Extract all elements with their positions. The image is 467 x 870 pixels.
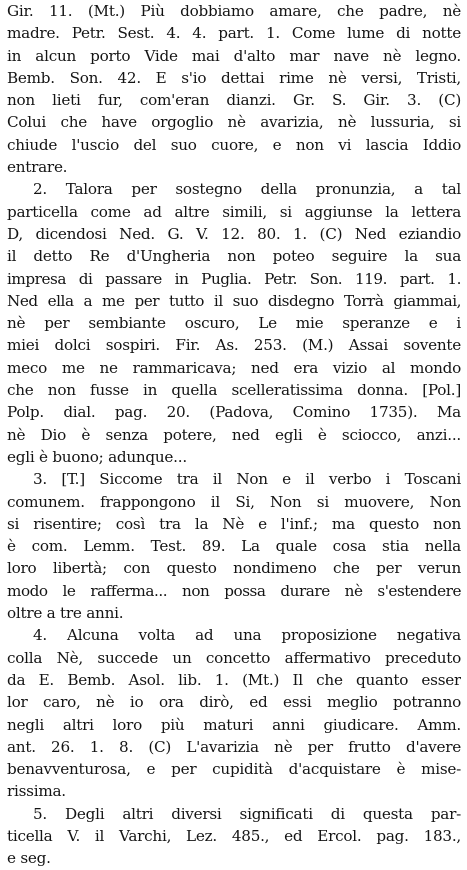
text-line: loro libertà; con questo nondimeno che per verun [7,559,461,578]
text-line: particella come ad altre simili, si aggiunse la lettera [7,202,461,221]
text-line: oltre a tre anni. [7,604,124,623]
text-line: colla Nè, succede un concetto affermativo preceduto [7,648,461,667]
text-line: non lieti fur, com'eran dianzi. Gr. S. Gir. 3. (C) [7,91,461,110]
section-heading-3: 3. [T.] Siccome tra il Non e il verbo i Toscani [33,470,461,489]
text-line: Colui che have orgoglio nè avarizia, nè lussuria, si [7,113,461,132]
text-line: si risentire; così tra la Nè e l'inf.; ma questo non [7,514,461,533]
text-line: comunem. frappongono il Si, Non si muovere, Non [7,492,461,511]
text-line: da E. Bemb. Asol. lib. 1. (Mt.) Il che quanto esser [7,670,461,689]
text-line: il detto Re d'Ungheria non poteo seguire la sua [7,247,461,266]
text-line: Bemb. Son. 42. E s'io dettai rime nè versi, Tristi, [7,68,461,87]
text-line: chiude l'uscio del suo cuore, e non vi lascia Iddio [7,135,461,154]
text-line: egli è buono; adunque... [7,447,187,466]
text-line: Polp. dial. pag. 20. (Padova, Comino 1735). Ma [7,403,461,422]
text-line: è com. Lemm. Test. 89. La quale cosa stia nella [7,537,461,556]
section-heading-2: 2. Talora per sostegno della pronunzia, a tal [33,180,461,199]
text-line: meco me ne rammaricava; ned era vizio al mondo [7,358,461,377]
text-line: entrare. [7,158,68,177]
text-line: nè Dio è senza potere, ned egli è sciocco, anzi... [7,425,461,444]
text-line: negli altri loro più maturi anni giudicare. Amm. [7,715,461,734]
section-heading-5: 5. Degli altri diversi significati di questa par- [33,804,461,823]
text-line: madre. Petr. Sest. 4. 4. part. 1. Come lume di notte [7,24,461,43]
text-line: impresa di passare in Puglia. Petr. Son. 119. part. 1. [7,269,461,288]
text-line: D, dicendosi Ned. G. V. 12. 80. 1. (C) Ned eziandio [7,224,461,243]
text-line: ticella V. il Varchi, Lez. 485., ed Ercol. pag. 183., [7,826,461,845]
text-line: miei dolci sospiri. Fir. As. 253. (M.) Assai sovente [7,336,461,355]
text-line: rissima. [7,782,66,801]
text-line: modo le rafferma... non possa durare nè s'estendere [7,581,461,600]
text-line: ant. 26. 1. 8. (C) L'avarizia nè per frutto d'avere [7,737,461,756]
text-line: Ned ella a me per tutto il suo disdegno Torrà giammai, [7,291,461,310]
text-line: Gir. 11. (Mt.) Più dobbiamo amare, che padre, nè [7,2,461,20]
text-line: e seg. [7,849,51,868]
text-line: in alcun porto Vide mai d'alto mar nave nè legno. [7,46,461,65]
text-line: lor caro, nè io ora dirò, ed essi meglio potranno [7,693,461,712]
section-heading-4: 4. Alcuna volta ad una proposizione negativa [33,626,461,645]
text-line: benavventurosa, e per cupidità d'acquistare è mise- [7,760,461,779]
text-line: nè per sembiante oscuro, Le mie speranze e i [7,314,461,333]
text-line: che non fusse in quella scelleratissima donna. [Pol.] [7,381,461,400]
